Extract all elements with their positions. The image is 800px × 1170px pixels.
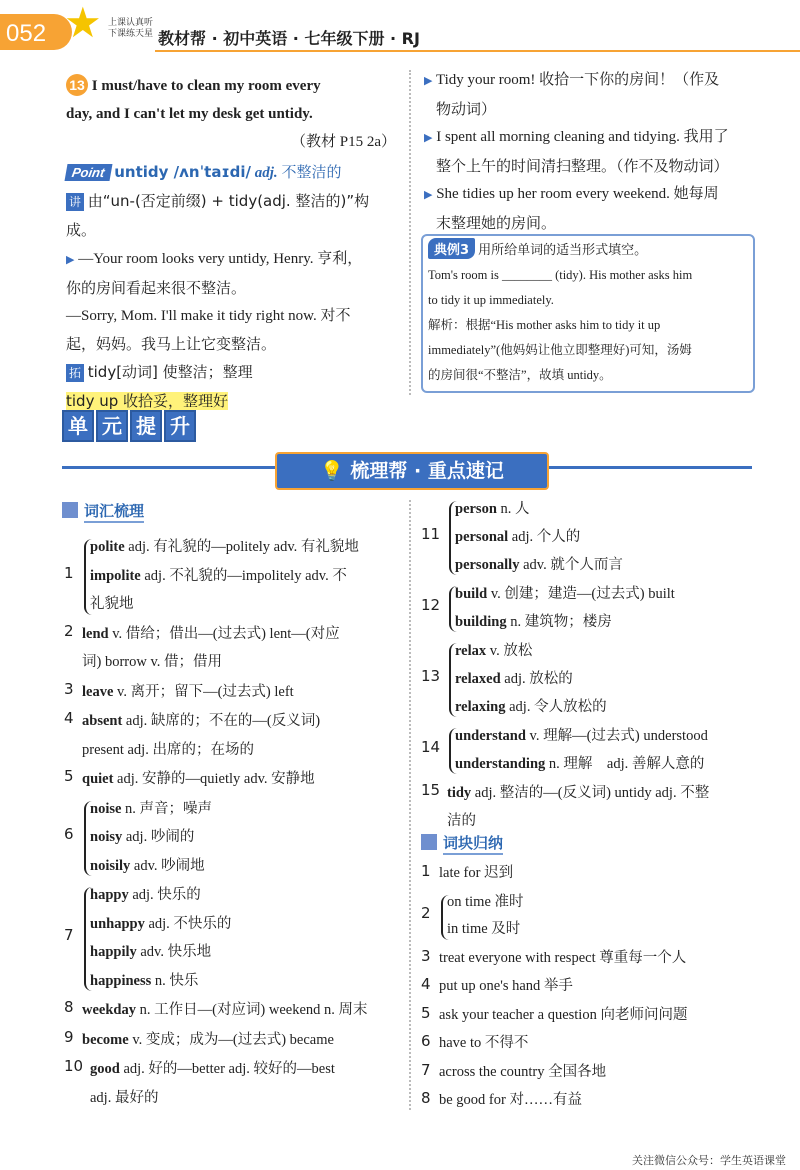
list-item-line: weekday n. 工作日—(对应词) weekend n. 周末: [82, 1002, 368, 1018]
star-mascot-icon: ★: [64, 0, 102, 47]
list-item-line: polite adj. 有礼貌的—politely adv. 有礼貌地: [90, 539, 359, 555]
list-item-line: absent adj. 缺席的；不在的—(反义词): [82, 713, 321, 729]
point-line: [66, 158, 396, 187]
item-number: 6: [64, 825, 74, 844]
phrase-section-title: 词块归纳: [443, 832, 503, 855]
list-item-line: in time 及时: [447, 921, 521, 937]
unit-char: 提: [130, 410, 162, 442]
list-item-line: leave v. 离开；留下—(过去式) left: [82, 683, 294, 700]
header-rule: [155, 50, 800, 52]
band-title: 梳理帮 · 重点速记: [350, 460, 504, 482]
dialog-1b: 你的房间看起来很不整洁。: [66, 279, 247, 297]
list-item-line: relaxed adj. 放松的: [455, 671, 573, 687]
explain-line: [66, 187, 396, 245]
analysis-line-3: 的房间很“不整洁”，故填 untidy。: [428, 368, 612, 382]
list-item-line: treat everyone with respect 尊重每一个人: [439, 949, 687, 966]
explain-tag: 讲: [66, 193, 84, 211]
list-item-line: relaxing adj. 令人放松的: [455, 699, 607, 715]
dialog-2a: —Sorry, Mom. I'll make it tidy right now. 对不: [66, 308, 351, 324]
unit-char: 升: [164, 410, 196, 442]
list-item-line: have to 不得不: [439, 1035, 529, 1051]
extend-tag: 拓: [66, 364, 84, 382]
item-number: 7: [421, 1060, 431, 1079]
list-item-line: put up one's hand 举手: [439, 978, 573, 994]
column-divider: [409, 70, 411, 395]
section-icon: [62, 502, 78, 518]
lightbulb-icon: 💡: [320, 460, 344, 482]
list-item-line: late for 迟到: [439, 865, 514, 881]
list-item-line: happily adv. 快乐地: [90, 944, 212, 960]
item-number: 9: [64, 1027, 74, 1046]
example-2b: 整个上午的时间清扫整理。（作不及物动词）: [436, 157, 729, 175]
item-number: 4: [421, 975, 431, 993]
tidy-examples: ▶ Tidy your room! 收拾一下你的房间！（作及 物动词） ▶ I spent all morning cleaning and tidying. 我用了 整个上午的时间清扫整理。（作不及物动词） ▶ She tidies up her room every weekend. 她每周 末整理她的房间。: [424, 66, 754, 237]
extend-text: tidy[动词] 使整洁；整理: [87, 363, 253, 381]
unit-char: 单: [62, 410, 94, 442]
phrase-section-header: [421, 832, 503, 855]
list-item-line: unhappy adj. 不快乐的: [90, 915, 232, 932]
list-item-line: impolite adj. 不礼貌的—impolitely adv. 不: [90, 567, 347, 584]
point-word: untidy /ʌnˈtaɪdi/: [114, 163, 252, 181]
list-item-line: become v. 变成；成为—(过去式) became: [82, 1031, 334, 1048]
page-header: [0, 0, 800, 56]
example-3b: 末整理她的房间。: [436, 214, 557, 232]
list-item-line: be good for 对……有益: [439, 1092, 582, 1108]
dialog-2b: 起，妈妈。我马上让它变整洁。: [66, 335, 277, 353]
item-number: 5: [421, 1003, 431, 1022]
item-number: 3: [64, 679, 74, 698]
list-item-line: building n. 建筑物；楼房: [455, 614, 612, 630]
item-number: 12: [421, 596, 441, 614]
list-item-line: relax v. 放松: [455, 643, 533, 659]
sentence-line-1: I must/have to clean my room every: [91, 78, 321, 94]
list-item-line: lend v. 借给；借出—(过去式) lent—(对应: [82, 625, 340, 642]
list-item-line: personal adj. 个人的: [455, 529, 581, 545]
item-number: 13: [421, 667, 441, 685]
section-band: [275, 452, 549, 490]
question-line-1: Tom's room is ________ (tidy). His mother asks him: [428, 268, 693, 282]
list-item-line: understanding n. 理解 adj. 善解人意的: [455, 756, 705, 772]
list-item-line: noise n. 声音；噪声: [90, 800, 213, 817]
item-number: 14: [421, 738, 441, 756]
item-number: 2: [421, 904, 431, 922]
item-number-badge: 13: [66, 74, 88, 96]
item-number: 4: [64, 709, 74, 727]
list-item-line: personally adv. 就个人而言: [455, 557, 623, 573]
list-item-line: person n. 人: [455, 501, 530, 517]
item-number: 1: [421, 862, 431, 880]
item-number: 5: [64, 767, 74, 785]
example-instruction: 用所给单词的适当形式填空。: [478, 243, 648, 258]
explain-text: 由“un-(否定前缀) + tidy(adj. 整洁的)”构成。: [66, 192, 370, 239]
list-item-line: present adj. 出席的；在场的: [82, 741, 254, 758]
analysis-line-1: 解析：根据“His mother asks him to tidy it up: [428, 318, 661, 332]
list-item-line: 礼貌地: [90, 596, 134, 612]
point-badge: Point: [65, 164, 112, 181]
item-number: 10: [64, 1057, 84, 1075]
book-title: 教材帮 · 初中英语 · 七年级下册 · RJ: [158, 29, 420, 48]
list-item-line: 词) borrow v. 借；借用: [82, 654, 223, 670]
page-number: 052: [6, 20, 47, 47]
item-number: 3: [421, 946, 431, 965]
textbook-source: （教材 P15 2a）: [290, 134, 396, 150]
vocab-section-header: [62, 500, 144, 523]
section-icon: [421, 834, 437, 850]
dialog-text: —Your room looks very untidy, Henry. 亨利，: [78, 251, 363, 267]
point-meaning: 不整洁的: [281, 163, 342, 181]
list-item-line: noisy adj. 吵闹的: [90, 829, 195, 845]
slogan-line-1: 上课认真听: [108, 18, 154, 28]
column-divider-bottom: [409, 500, 411, 1110]
list-item-line: understand v. 理解—(过去式) understood: [455, 728, 708, 744]
item-number: 8: [64, 998, 74, 1016]
unit-char: 元: [96, 410, 128, 442]
list-item-line: adj. 最好的: [90, 1089, 159, 1106]
analysis-line-2: immediately”(他妈妈让他立即整理好)可知，汤姆: [428, 343, 692, 357]
item-number: 15: [421, 781, 441, 799]
list-item-line: across the country 全国各地: [439, 1063, 607, 1080]
item-number: 7: [64, 926, 74, 944]
list-item-line: quiet adj. 安静的—quietly adv. 安静地: [82, 771, 315, 787]
example-1b: 物动词）: [436, 100, 497, 118]
list-item-line: on time 准时: [447, 893, 524, 910]
list-item-line: tidy adj. 整洁的—(反义词) untidy adj. 不整: [447, 785, 710, 801]
key-sentence: [66, 72, 396, 100]
example-3a: She tidies up her room every weekend. 她每周: [436, 186, 719, 202]
list-item-line: 洁的: [447, 813, 476, 829]
list-item-line: ask your teacher a question 向老师问问题: [439, 1006, 688, 1023]
item-number: 8: [421, 1089, 431, 1107]
footer-note: 关注微信公众号：学生英语课堂: [632, 1154, 786, 1167]
list-item-line: happy adj. 快乐的: [90, 887, 201, 903]
sentence-line-2: day, and I can't let my desk get untidy.: [66, 106, 313, 122]
key-sentence-block: [66, 72, 396, 416]
unit-title: [62, 410, 198, 442]
list-item-line: build v. 创建；建造—(过去式) built: [455, 586, 675, 602]
item-number: 2: [64, 621, 74, 640]
list-item-line: noisily adv. 吵闹地: [90, 857, 205, 874]
item-number: 1: [64, 563, 74, 582]
question-line-2: to tidy it up immediately.: [428, 293, 554, 307]
list-item-line: happiness n. 快乐: [90, 972, 199, 989]
tidy-up-phrase: tidy up 收拾妥，整理好: [66, 392, 229, 410]
dialog-1a: ▶ —Your room looks very untidy, Henry. 亨利，: [66, 251, 363, 267]
example-1a: Tidy your room! 收拾一下你的房间！（作及: [435, 72, 720, 88]
example-tag: 典例3: [428, 238, 475, 259]
extend-line: [66, 358, 396, 387]
vocab-section-title: 词汇梳理: [84, 500, 144, 523]
list-item-line: good adj. 好的—better adj. 较好的—best: [90, 1061, 335, 1077]
example-content: [428, 238, 748, 388]
slogan-line-2: 下课练天星: [108, 29, 154, 39]
item-number: 6: [421, 1032, 431, 1050]
item-number: 11: [421, 525, 441, 543]
example-2a: I spent all morning cleaning and tidying. 我用了: [436, 129, 729, 145]
slogan: [108, 18, 153, 40]
point-pos: adj.: [254, 165, 278, 181]
